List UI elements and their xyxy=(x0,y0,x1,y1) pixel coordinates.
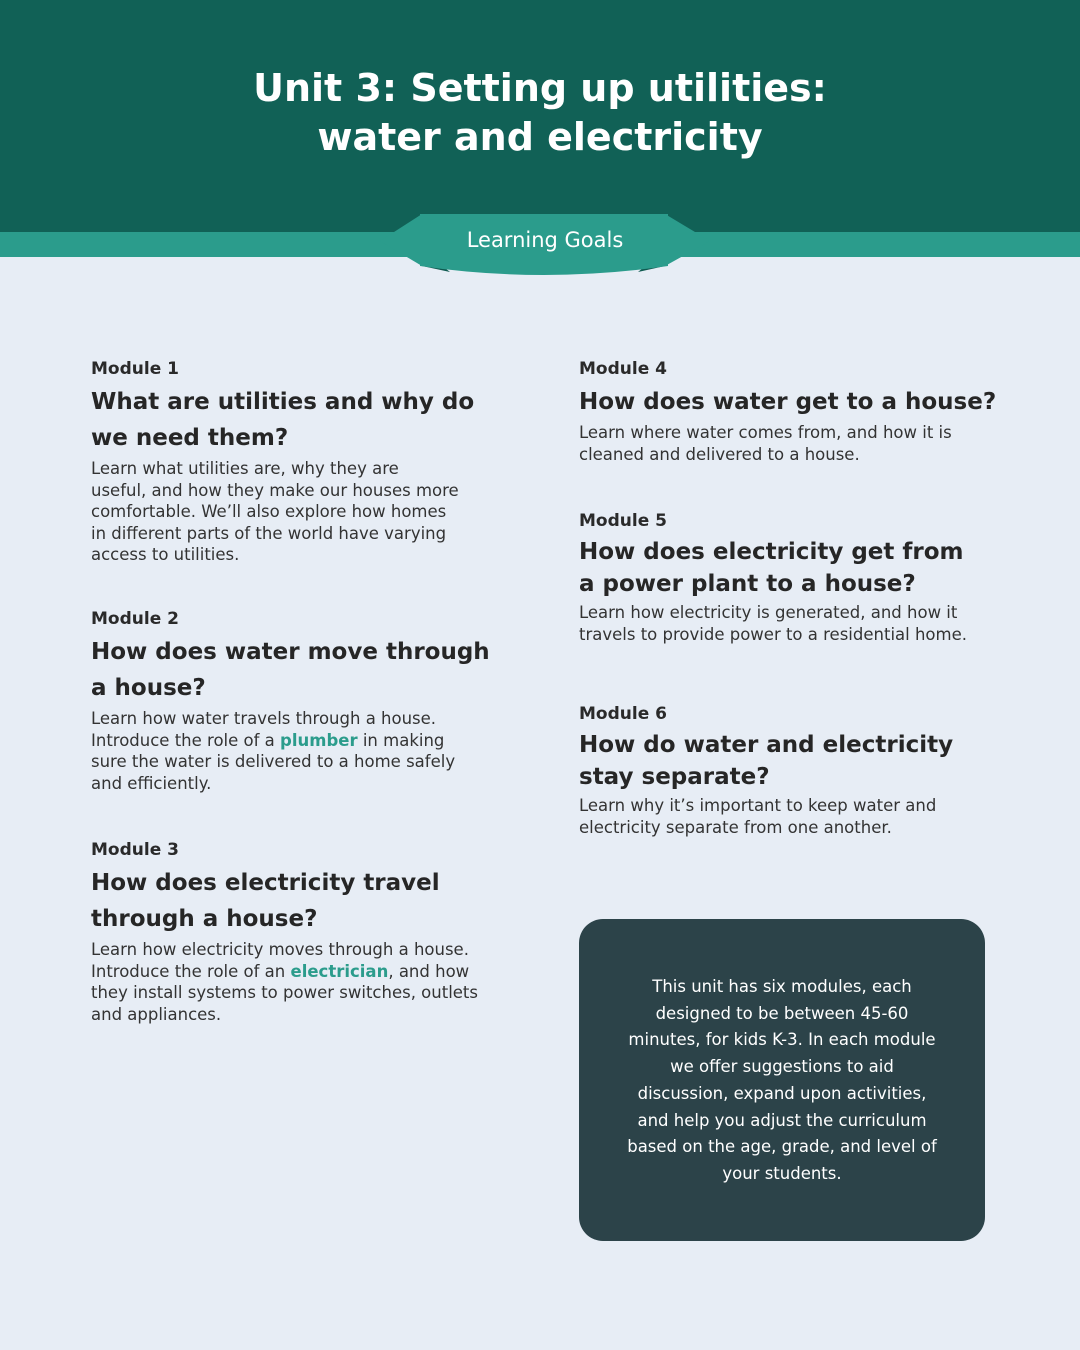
module-2-desc-line: and efficiently. xyxy=(91,773,212,793)
module-4-description xyxy=(579,422,999,465)
module-3-desc-line: and appliances. xyxy=(91,1004,222,1024)
module-6-label: Module 6 xyxy=(579,704,667,724)
header-banner xyxy=(0,0,1080,232)
electrician-keyword: electrician xyxy=(290,961,389,981)
module-1-desc-line: in different parts of the world have varying xyxy=(91,523,447,543)
module-6 xyxy=(579,703,999,838)
module-4 xyxy=(579,358,999,465)
module-1-description xyxy=(91,458,491,566)
module-5-desc-line: travels to provide power to a residential home. xyxy=(579,624,967,644)
module-4-desc-line: cleaned and delivered to a house. xyxy=(579,444,860,464)
module-1-desc-line: access to utilities. xyxy=(91,545,240,564)
module-5 xyxy=(579,510,999,645)
page-title-line-1: Unit 3: Setting up utilities: xyxy=(253,66,827,110)
module-5-desc-line: Learn how electricity is generated, and how it xyxy=(579,603,958,622)
module-1-title: What are utilities and why do we need them? xyxy=(91,389,475,451)
module-4-desc-line: Learn where water comes from, and how it is xyxy=(579,423,952,442)
module-3-desc-line xyxy=(91,961,501,983)
module-6-desc-line: Learn why it’s important to keep water and xyxy=(579,796,937,815)
unit-info-text: This unit has six modules, each designed to be between 45-60 minutes, for kids K-3. In each module we offer suggestions to aid discussion, expand upon activities, and help you adjust the curriculum based on the age, grade, and level of your students. xyxy=(627,977,937,1183)
module-3-description xyxy=(91,939,501,1025)
module-2-desc-line: sure the water is delivered to a home safely xyxy=(91,752,456,771)
module-3-desc-text: , and how xyxy=(388,961,470,981)
module-1-label: Module 1 xyxy=(91,359,179,379)
unit-info-box xyxy=(579,919,985,1241)
module-1 xyxy=(91,358,491,566)
module-5-label: Module 5 xyxy=(579,511,667,531)
module-2-desc-line: Learn how water travels through a house. xyxy=(91,709,437,728)
module-3-desc-line: they install systems to power switches, outlets xyxy=(91,983,479,1002)
module-5-title xyxy=(579,536,999,600)
module-6-desc-line: electricity separate from one another. xyxy=(579,817,892,837)
module-2 xyxy=(91,608,491,794)
page-title-line-2: water and electricity xyxy=(317,115,763,159)
module-5-title-line: How does electricity get from xyxy=(579,539,964,565)
module-6-title xyxy=(579,729,999,793)
module-2-desc-text: in making xyxy=(362,730,445,750)
learning-goals-ribbon xyxy=(380,210,710,280)
module-2-desc-text: Introduce the role of a xyxy=(91,730,275,750)
module-3-desc-text: Introduce the role of an xyxy=(91,961,286,981)
module-4-title: How does water get to a house? xyxy=(579,389,997,415)
plumber-keyword: plumber xyxy=(280,730,358,750)
module-3-label: Module 3 xyxy=(91,840,179,860)
module-6-description xyxy=(579,795,999,838)
module-3-title: How does electricity travel through a house? xyxy=(91,870,440,932)
module-4-label: Module 4 xyxy=(579,359,667,379)
module-2-description xyxy=(91,708,491,794)
module-2-label: Module 2 xyxy=(91,609,179,629)
module-6-title-line: stay separate? xyxy=(579,764,770,790)
module-1-desc-line: Learn what utilities are, why they are xyxy=(91,459,399,478)
module-3 xyxy=(91,839,501,1025)
module-1-desc-line: comfortable. We’ll also explore how homes xyxy=(91,502,447,521)
module-2-title: How does water move through a house? xyxy=(91,639,490,701)
module-5-title-line: a power plant to a house? xyxy=(579,571,916,597)
module-3-desc-line: Learn how electricity moves through a house. xyxy=(91,940,469,959)
module-2-desc-line xyxy=(91,730,491,752)
module-1-desc-line: useful, and how they make our houses more xyxy=(91,480,459,500)
module-5-description xyxy=(579,602,999,645)
module-6-title-line: How do water and electricity xyxy=(579,732,954,758)
learning-goals-label: Learning Goals xyxy=(466,228,624,252)
page-title xyxy=(0,64,1080,162)
